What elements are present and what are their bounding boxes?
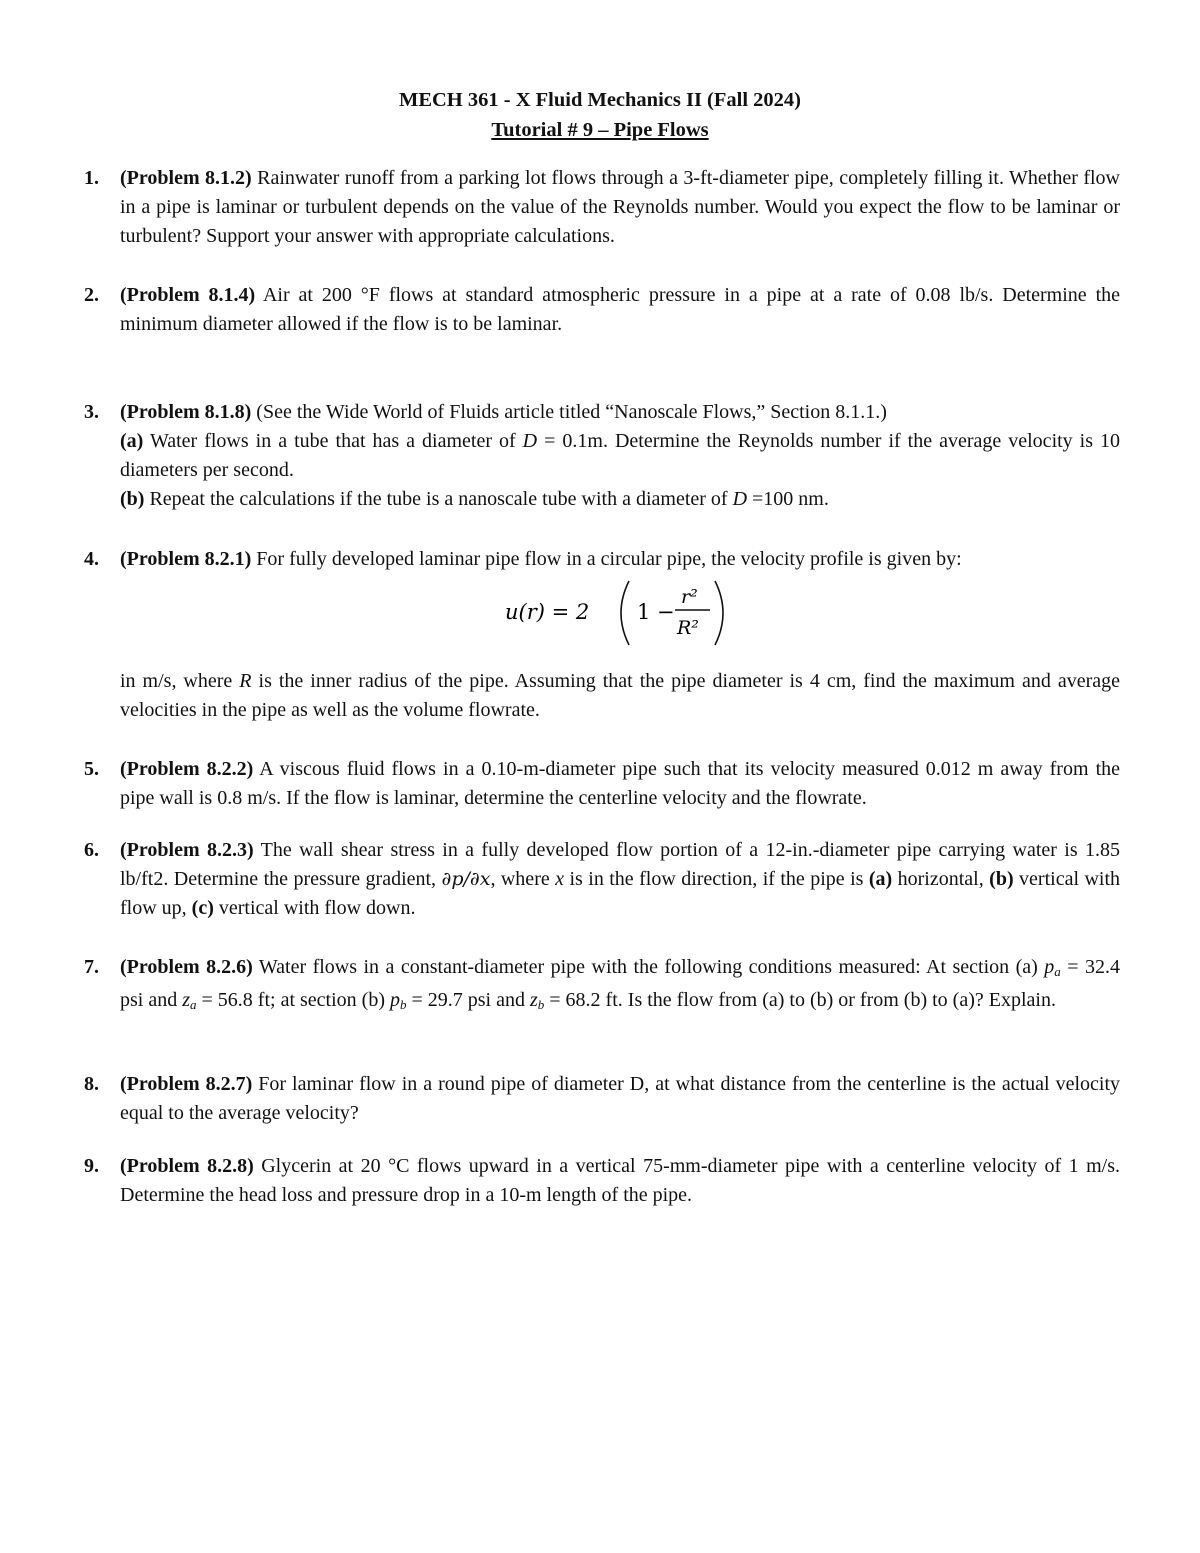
part-c-text: vertical with flow down. xyxy=(213,897,416,919)
problem-text-mid: , where xyxy=(490,868,556,890)
tutorial-title: Tutorial # 9 – Pipe Flows xyxy=(491,119,709,141)
var-p: p xyxy=(389,989,400,1011)
problem-number: 8. xyxy=(84,1073,99,1095)
problem-number: 9. xyxy=(84,1155,99,1177)
problem-5 xyxy=(84,755,1120,813)
after-text-end: is the inner radius of the pipe. Assuming that the pipe diameter is 4 cm, find the maximum and average velocities in the pipe as well as the volume flowrate. xyxy=(120,670,1121,721)
part-b-text: vertical with flow up, xyxy=(120,868,1121,919)
problem-text: Water flows in a constant-diameter pipe with the following conditions measured: At section (a) xyxy=(252,956,1045,978)
left-paren xyxy=(621,581,629,645)
part-a-text-end: = 0.1m. Determine the Reynolds number if the average velocity is 10 diameters per second. xyxy=(120,430,1121,481)
part-b-label: (b) xyxy=(989,868,1014,890)
problem-number: 6. xyxy=(84,839,99,861)
pressure-gradient: ∂p/∂x xyxy=(441,868,491,890)
problem-number: 5. xyxy=(84,758,99,780)
problem-text-3: = 56.8 ft; at section (b) xyxy=(196,989,390,1011)
problem-9 xyxy=(84,1152,1120,1210)
equation-graphic xyxy=(505,577,745,649)
problem-number: 7. xyxy=(84,956,99,978)
problem-text-mid2: is in the flow direction, if the pipe is xyxy=(564,868,869,890)
problem-8 xyxy=(84,1070,1120,1128)
problem-text: The wall shear stress in a fully developed flow portion of a 12-in.-diameter pipe carrying water is 1.85 lb/ft2. Determine the pressure gradient, xyxy=(120,839,1120,890)
part-a-text: horizontal, xyxy=(892,868,990,890)
problem-number: 4. xyxy=(84,548,99,570)
problem-text: Glycerin at 20 °C flows upward in a vertical 75-mm-diameter pipe with a centerline velocity of 1 m/s. Determine the head loss and pressure drop in a 10-m length of the pipe. xyxy=(120,1155,1120,1206)
part-a-label: (a) xyxy=(868,868,893,890)
part-a-label: (a) xyxy=(120,430,144,452)
subscript-b: b xyxy=(537,997,545,1012)
subscript-a: a xyxy=(190,997,197,1012)
var-r: R xyxy=(239,670,252,692)
velocity-profile-equation xyxy=(120,577,1120,649)
var-p: p xyxy=(1044,956,1055,978)
problem-number: 3. xyxy=(84,401,99,423)
part-b-text-end: =100 nm. xyxy=(747,488,829,510)
problem-ref: (Problem 8.2.2) xyxy=(120,758,254,780)
part-c-label: (c) xyxy=(191,897,214,919)
problem-3 xyxy=(84,398,1121,514)
problem-text: For laminar flow in a round pipe of diameter D, at what distance from the centerline is the actual velocity equal to the average velocity? xyxy=(120,1073,1120,1124)
part-b-label: (b) xyxy=(120,488,145,510)
problem-ref: (Problem 8.2.3) xyxy=(120,839,254,861)
problem-ref: (Problem 8.1.2) xyxy=(120,167,252,189)
problem-ref: (Problem 8.1.4) xyxy=(120,284,256,306)
problem-1 xyxy=(84,164,1120,251)
problem-text-2: = 32.4 psi and xyxy=(120,956,1120,1011)
problem-text: For fully developed laminar pipe flow in a circular pipe, the velocity profile is given by: xyxy=(251,548,962,570)
eq-lhs: u(r) = 2 xyxy=(505,600,590,624)
problem-ref: (Problem 8.2.6) xyxy=(120,956,253,978)
problem-ref: (Problem 8.1.8) xyxy=(120,401,252,423)
problem-ref: (Problem 8.2.1) xyxy=(120,548,252,570)
var-z: z xyxy=(529,989,538,1011)
part-a-text: Water flows in a tube that has a diameter of xyxy=(143,430,523,452)
problem-text: (See the Wide World of Fluids article titled “Nanoscale Flows,” Section 8.1.1.) xyxy=(251,401,887,423)
right-paren xyxy=(715,581,723,645)
problem-text-5: = 68.2 ft. Is the flow from (a) to (b) or from (b) to (a)? Explain. xyxy=(544,989,1056,1011)
var-d: D xyxy=(732,488,748,510)
var-z: z xyxy=(182,989,191,1011)
eq-one-minus: 1 − xyxy=(637,600,675,624)
problem-7 xyxy=(84,953,1120,1019)
problem-text: Air at 200 °F flows at standard atmospheric pressure in a pipe at a rate of 0.08 lb/s. Determine the minimum diameter allowed if the flow is to be laminar. xyxy=(120,284,1120,335)
problem-4 xyxy=(84,545,1121,725)
problem-6 xyxy=(84,836,1121,923)
problem-2 xyxy=(84,281,1120,339)
after-text: in m/s, where xyxy=(120,670,240,692)
var-x: x xyxy=(555,868,565,890)
subscript-b: b xyxy=(399,997,407,1012)
problem-4-continuation xyxy=(120,667,1120,725)
eq-denominator: R² xyxy=(677,617,699,639)
problem-ref: (Problem 8.2.8) xyxy=(120,1155,254,1177)
problem-text: Rainwater runoff from a parking lot flows through a 3-ft-diameter pipe, completely filling it. Whether flow in a pipe is laminar or turbulent depends on the value of the Reynolds number. Would you expect the flow to be laminar or turbulent? Support your answer with appropriate calculations. xyxy=(120,167,1120,247)
part-b-text: Repeat the calculations if the tube is a nanoscale tube with a diameter of xyxy=(144,488,733,510)
problem-text: A viscous fluid flows in a 0.10-m-diameter pipe such that its velocity measured 0.012 m away from the pipe wall is 0.8 m/s. If the flow is laminar, determine the centerline velocity and the flowrate. xyxy=(120,758,1120,809)
course-title: MECH 361 - X Fluid Mechanics II (Fall 2024) xyxy=(398,89,801,111)
eq-numerator: r² xyxy=(681,586,698,608)
problem-ref: (Problem 8.2.7) xyxy=(120,1073,253,1095)
problem-text-4: = 29.7 psi and xyxy=(406,989,530,1011)
problem-number: 1. xyxy=(84,167,99,189)
problem-number: 2. xyxy=(84,284,99,306)
subscript-a: a xyxy=(1054,964,1061,979)
var-d: D xyxy=(522,430,538,452)
part-b xyxy=(120,485,1120,514)
part-a xyxy=(120,427,1120,485)
